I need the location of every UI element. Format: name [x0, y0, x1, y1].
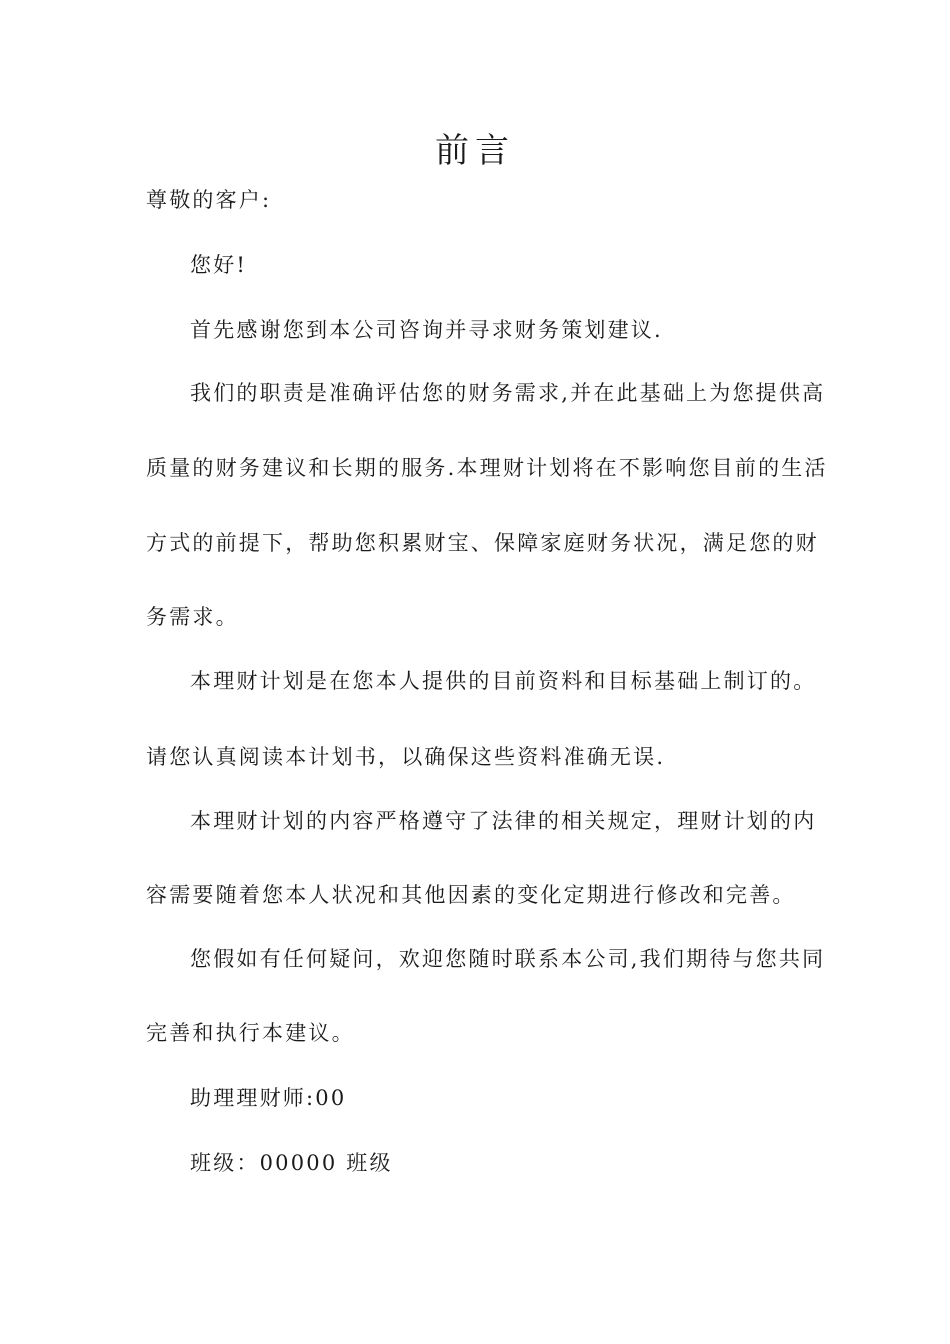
paragraph-2-line-1: 我们的职责是准确评估您的财务需求,并在此基础上为您提供高 — [190, 381, 826, 405]
paragraph-3-line-2: 请您认真阅读本计划书，以确保这些资料准确无误. — [146, 745, 666, 769]
salutation: 尊敬的客户: — [146, 188, 272, 212]
page-title: 前言 — [435, 131, 515, 171]
paragraph-3-line-1: 本理财计划是在您本人提供的目前资料和目标基础上制订的。 — [190, 669, 817, 693]
paragraph-2-line-2: 质量的财务建议和长期的服务.本理财计划将在不影响您目前的生活 — [146, 456, 828, 480]
paragraph-4-line-1: 本理财计划的内容严格遵守了法律的相关规定，理财计划的内 — [190, 809, 817, 833]
greeting: 您好! — [190, 253, 248, 277]
paragraph-2-line-3: 方式的前提下，帮助您积累财宝、保障家庭财务状况，满足您的财 — [146, 531, 819, 555]
paragraph-2-line-4: 务需求。 — [146, 605, 239, 629]
paragraph-4-line-2: 容需要随着您本人状况和其他因素的变化定期进行修改和完善。 — [146, 883, 796, 907]
assistant-planner: 助理理财师:00 — [190, 1086, 347, 1110]
paragraph-5-line-1: 您假如有任何疑问，欢迎您随时联系本公司,我们期待与您共同 — [190, 947, 826, 971]
paragraph-5-line-2: 完善和执行本建议。 — [146, 1021, 355, 1045]
paragraph-1: 首先感谢您到本公司咨询并寻求财务策划建议. — [190, 318, 663, 342]
class-info: 班级：00000 班级 — [190, 1151, 393, 1175]
